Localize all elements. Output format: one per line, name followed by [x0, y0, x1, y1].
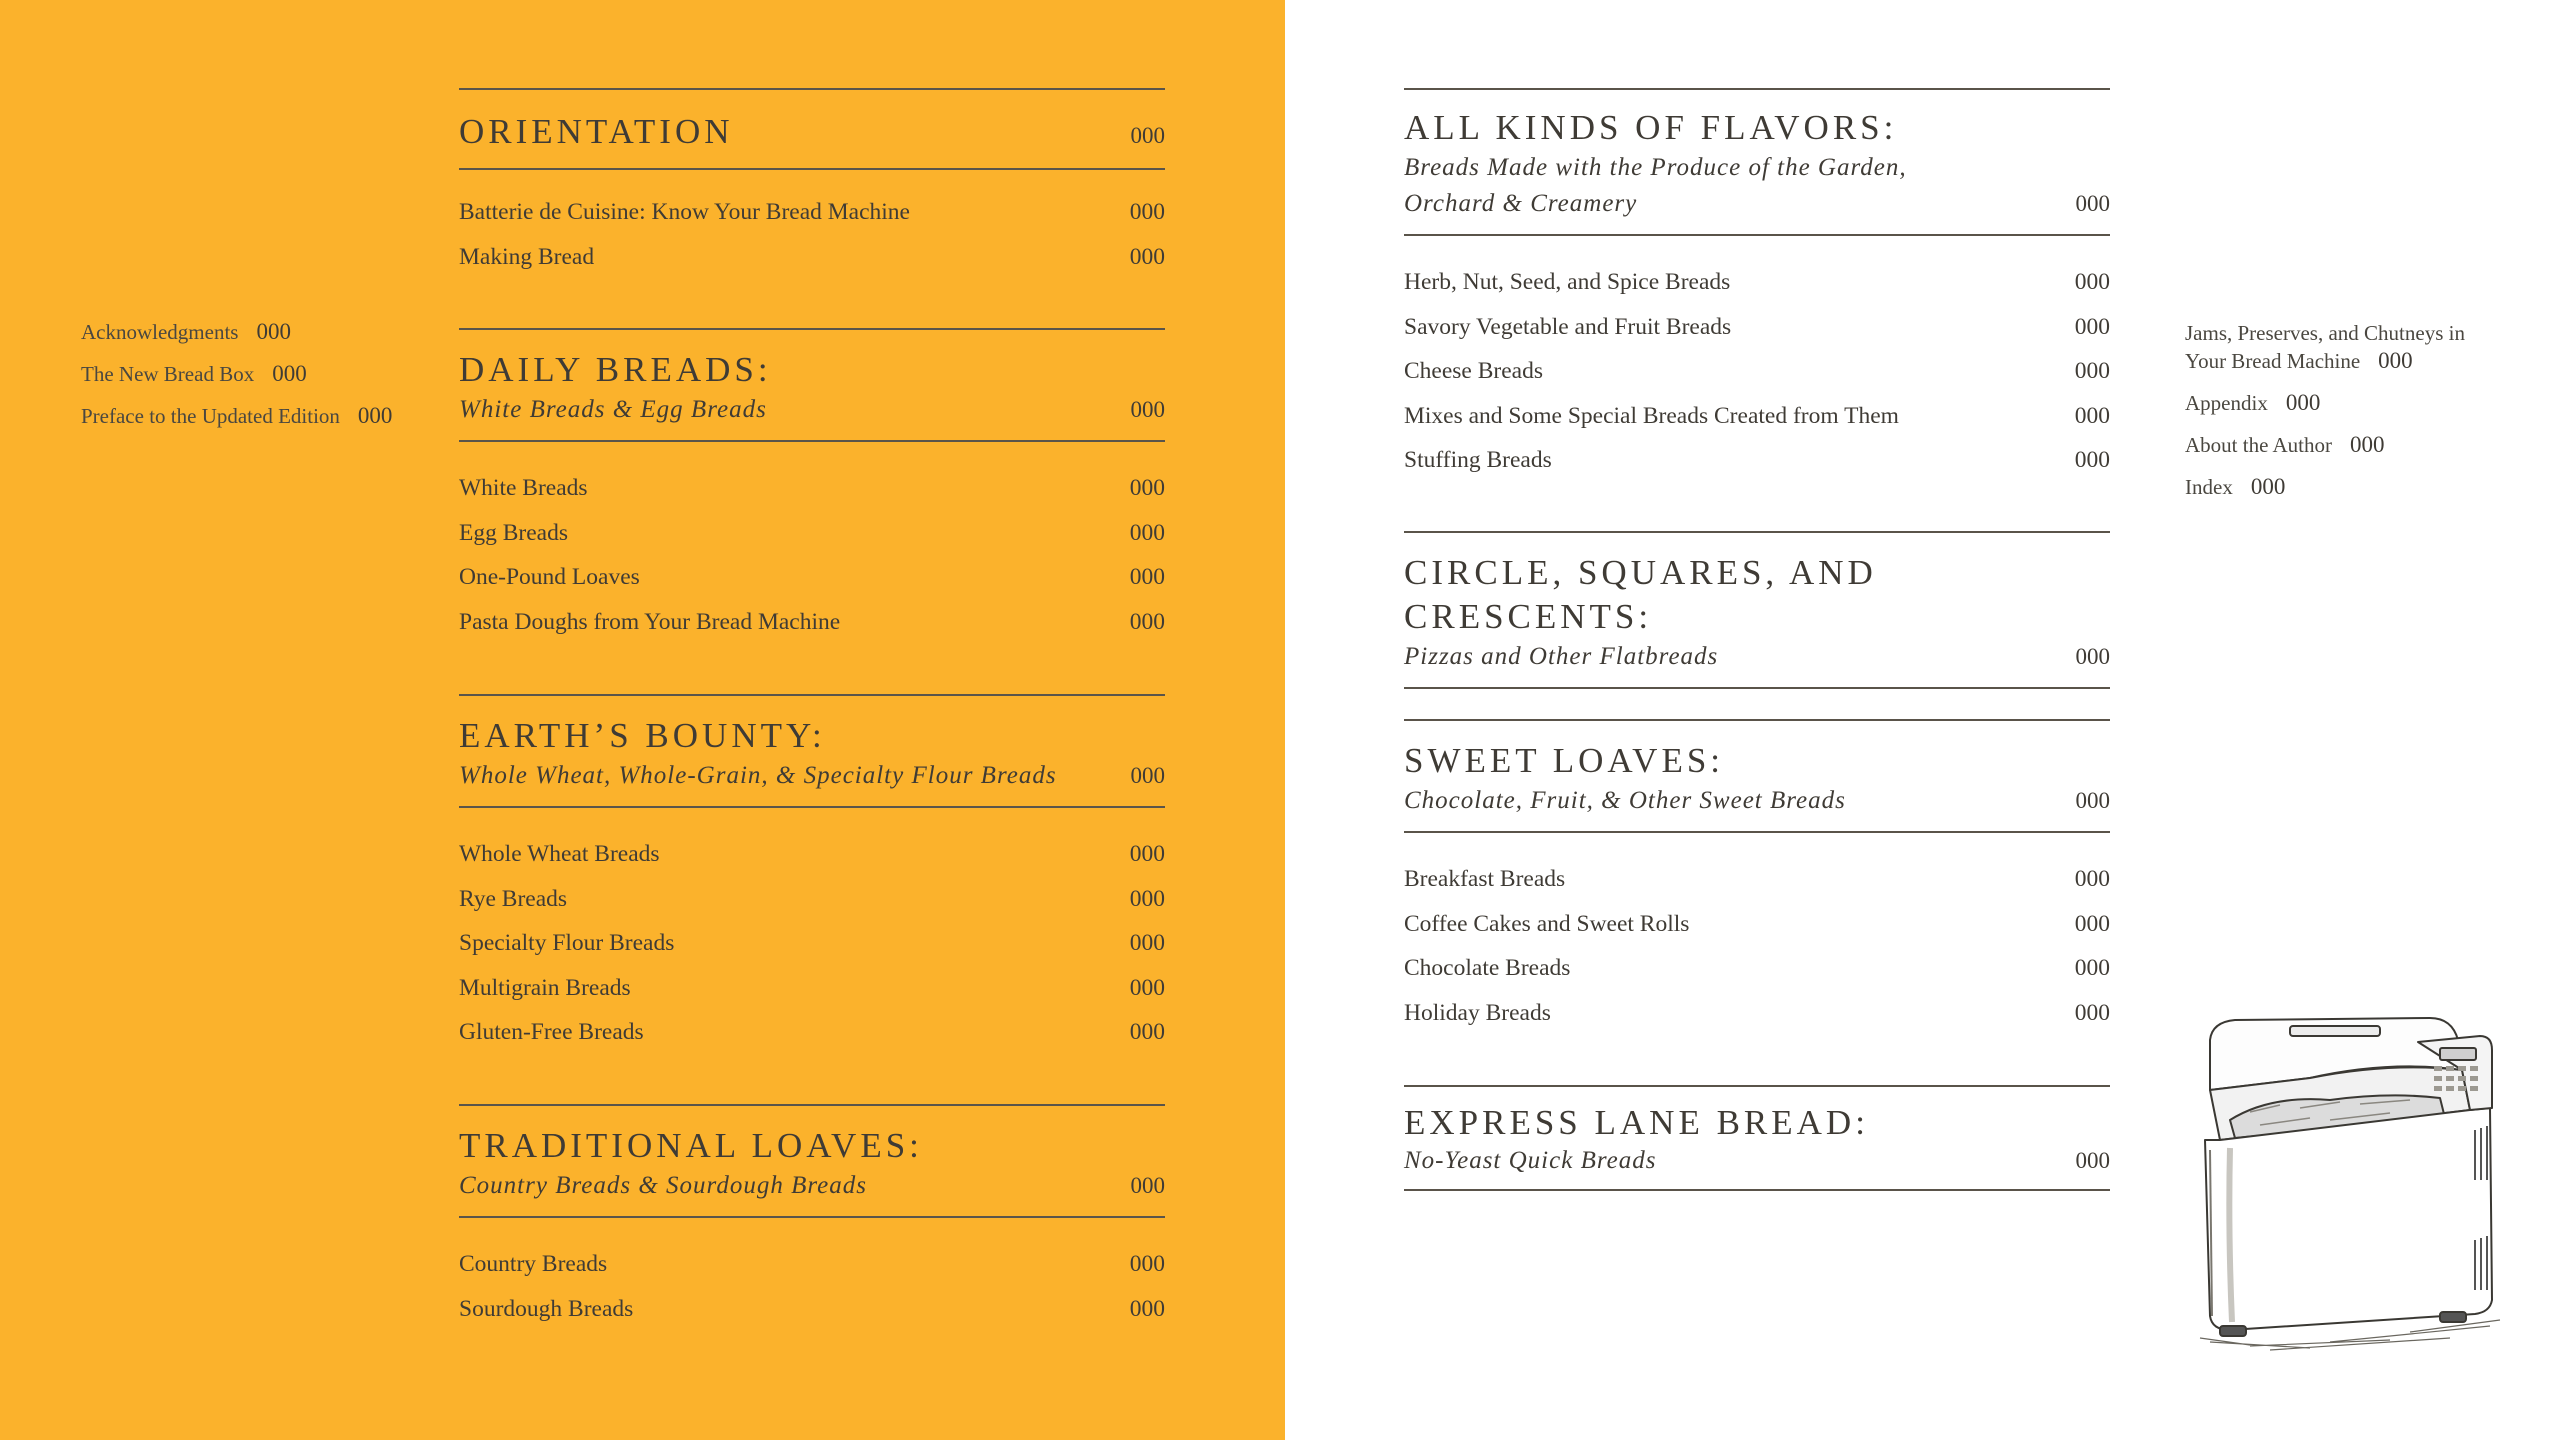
item-label: About the Author [2185, 433, 2332, 457]
section-page: 000 [2075, 644, 2110, 669]
item-label: Jams, Preserves, and Chutneys in [2185, 321, 2465, 345]
entry-label: Holiday Breads [1404, 999, 1551, 1026]
entry-label: One-Pound Loaves [459, 564, 640, 591]
toc-entry[interactable] [1404, 946, 2110, 991]
section-page: 000 [1130, 397, 1165, 422]
section-page: 000 [1130, 123, 1165, 148]
toc-section [1404, 719, 2110, 1035]
front-matter-list [81, 318, 421, 444]
toc-entry[interactable] [459, 1242, 1165, 1287]
entry-page: 000 [1129, 475, 1165, 501]
toc-section [1404, 531, 2110, 689]
section-title[interactable]: ALL KINDS OF FLAVORS: [1404, 108, 1898, 147]
entry-label: Making Bread [459, 243, 595, 270]
item-page: 000 [2285, 390, 2321, 415]
entry-page: 000 [1129, 885, 1165, 912]
toc-entry[interactable] [459, 832, 1165, 877]
item-page: 000 [2378, 348, 2413, 373]
toc-section [1404, 1085, 2110, 1191]
entry-label: Multigrain Breads [459, 974, 631, 1001]
entry-label: Coffee Cakes and Sweet Rolls [1404, 910, 1690, 937]
toc-section [459, 328, 1165, 644]
section-subtitle: Chocolate, Fruit, & Other Sweet Breads [1404, 787, 1846, 814]
section-title[interactable]: EXPRESS LANE BREAD: [1404, 1103, 1869, 1142]
toc-entry[interactable] [459, 877, 1165, 922]
toc-entry[interactable] [1404, 305, 2110, 350]
entry-label: Savory Vegetable and Fruit Breads [1404, 313, 1732, 340]
back-matter-item[interactable] [2185, 473, 2525, 501]
entry-page: 000 [1129, 1295, 1165, 1322]
entry-label: Sourdough Breads [459, 1295, 634, 1322]
section-subtitle: Country Breads & Sourdough Breads [459, 1172, 867, 1199]
toc-section [459, 694, 1165, 1055]
toc-section [1404, 88, 2110, 483]
item-label: Appendix [2185, 391, 2268, 415]
entry-label: Mixes and Some Special Breads Created from Them [1404, 402, 1899, 429]
entry-page: 000 [2074, 910, 2110, 937]
front-matter-item[interactable] [81, 318, 421, 346]
toc-section [459, 88, 1165, 279]
entry-label: Herb, Nut, Seed, and Spice Breads [1404, 269, 1731, 295]
item-label-line2: Your Bread Machine [2185, 349, 2361, 373]
toc-entry[interactable] [1404, 260, 2110, 305]
entry-page: 000 [2074, 955, 2110, 982]
entry-page: 000 [1129, 974, 1165, 1001]
entry-page: 000 [1129, 243, 1165, 270]
section-page: 000 [1130, 1173, 1165, 1198]
item-label: The New Bread Box [81, 362, 255, 386]
item-page: 000 [256, 319, 291, 344]
back-matter-item[interactable] [2185, 431, 2525, 459]
item-label: Acknowledgments [81, 320, 239, 344]
entry-page: 000 [2074, 999, 2110, 1026]
entry-label: Breakfast Breads [1404, 866, 1566, 892]
section-page: 000 [2075, 1148, 2110, 1173]
section-title[interactable]: CIRCLE, SQUARES, AND CRESCENTS: [1404, 553, 1877, 636]
section-title[interactable]: TRADITIONAL LOAVES: [459, 1126, 923, 1165]
toc-entry[interactable] [459, 921, 1165, 966]
toc-entry[interactable] [459, 1287, 1165, 1332]
section-subtitle: No-Yeast Quick Breads [1404, 1147, 1657, 1174]
item-page: 000 [2350, 432, 2385, 457]
entry-page: 000 [1129, 930, 1165, 957]
entry-label: Batterie de Cuisine: Know Your Bread Machine [459, 199, 910, 225]
toc-entry[interactable] [1404, 394, 2110, 439]
toc-entry[interactable] [459, 1010, 1165, 1055]
section-page: 000 [1130, 763, 1165, 788]
item-page: 000 [2250, 474, 2286, 499]
toc-entry[interactable] [459, 600, 1165, 645]
section-subtitle: Whole Wheat, Whole-Grain, & Specialty Flour Breads [459, 762, 1057, 789]
entry-page: 000 [2074, 269, 2110, 295]
entry-label: Whole Wheat Breads [459, 841, 660, 867]
section-page: 000 [2075, 191, 2110, 216]
toc-entry[interactable] [459, 511, 1165, 556]
entry-page: 000 [2074, 402, 2110, 429]
entry-page: 000 [1129, 841, 1165, 867]
item-page: 000 [357, 403, 393, 428]
entry-page: 000 [1129, 608, 1165, 635]
rule [1404, 1189, 2110, 1191]
section-title[interactable]: ORIENTATION [459, 112, 734, 151]
entry-label: White Breads [459, 475, 588, 501]
entry-page: 000 [1129, 564, 1165, 591]
front-matter-item[interactable] [81, 402, 421, 430]
entry-page: 000 [1129, 199, 1165, 225]
front-matter-item[interactable] [81, 360, 421, 388]
item-label: Index [2185, 475, 2233, 499]
entry-label: Country Breads [459, 1251, 608, 1277]
section-title[interactable]: DAILY BREADS: [459, 350, 772, 389]
section-title[interactable]: SWEET LOAVES: [1404, 741, 1725, 780]
toc-entry[interactable] [459, 235, 1165, 280]
section-subtitle: White Breads & Egg Breads [459, 396, 767, 423]
toc-entry[interactable] [459, 466, 1165, 511]
toc-entry[interactable] [1404, 349, 2110, 394]
toc-entry[interactable] [1404, 902, 2110, 947]
entry-label: Egg Breads [459, 519, 568, 546]
back-matter-list [2185, 320, 2525, 515]
toc-entry[interactable] [459, 190, 1165, 235]
section-subtitle: Pizzas and Other Flatbreads [1404, 643, 1719, 670]
toc-entry[interactable] [1404, 991, 2110, 1036]
toc-entry[interactable] [1404, 438, 2110, 483]
section-page: 000 [2075, 788, 2110, 813]
entry-page: 000 [2074, 447, 2110, 474]
entry-page: 000 [1129, 1019, 1165, 1046]
bread-machine-illustration [2190, 1000, 2510, 1360]
entry-label: Pasta Doughs from Your Bread Machine [459, 608, 841, 635]
item-label: Preface to the Updated Edition [81, 404, 340, 428]
entry-page: 000 [2074, 313, 2110, 340]
item-page: 000 [272, 361, 307, 386]
entry-label: Cheese Breads [1404, 358, 1543, 385]
entry-label: Stuffing Breads [1404, 447, 1552, 474]
rule [1404, 687, 2110, 689]
section-subtitle-line2: Orchard & Creamery [1404, 190, 1638, 217]
entry-page: 000 [2074, 866, 2110, 892]
entry-page: 000 [1129, 519, 1165, 546]
toc-entry[interactable] [1404, 857, 2110, 902]
section-title[interactable]: EARTH’S BOUNTY: [459, 716, 826, 755]
back-matter-item[interactable] [2185, 389, 2525, 417]
toc-section [459, 1104, 1165, 1331]
entry-page: 000 [1129, 1251, 1165, 1277]
entry-label: Rye Breads [459, 885, 568, 912]
toc-entry[interactable] [459, 966, 1165, 1011]
entry-label: Gluten-Free Breads [459, 1019, 644, 1046]
toc-entry[interactable] [459, 555, 1165, 600]
section-subtitle: Breads Made with the Produce of the Garden, [1404, 154, 1907, 181]
entry-page: 000 [2074, 358, 2110, 385]
entry-label: Chocolate Breads [1404, 955, 1571, 982]
entry-label: Specialty Flour Breads [459, 930, 675, 957]
back-matter-item[interactable] [2185, 320, 2525, 375]
